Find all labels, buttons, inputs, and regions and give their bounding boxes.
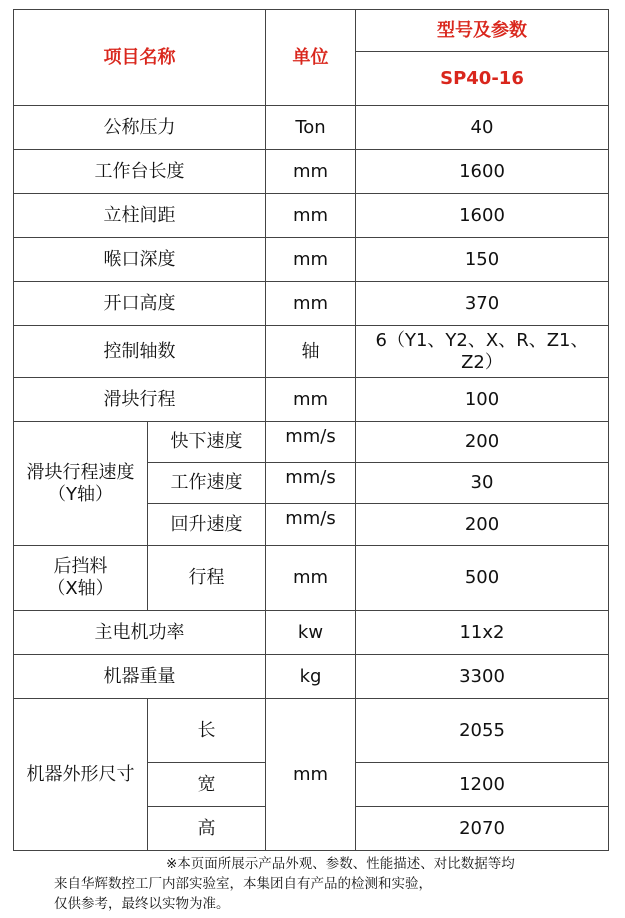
row-value: 2070 bbox=[356, 807, 609, 851]
stroke-speed-label-line2: （Y轴） bbox=[48, 483, 113, 505]
row-unit: mm/s bbox=[266, 504, 356, 546]
back-gauge-label bbox=[14, 546, 148, 611]
back-gauge-label-line1: 后挡料 bbox=[53, 556, 108, 577]
row-unit: mm bbox=[266, 282, 356, 326]
footnote-line-2: 来自华辉数控工厂内部实验室，本集团自有产品的检测和实验， bbox=[54, 876, 432, 892]
row-unit: kg bbox=[266, 655, 356, 699]
table-row bbox=[14, 546, 609, 611]
row-label: 喉口深度 bbox=[14, 238, 266, 282]
row-sublabel: 快下速度 bbox=[148, 422, 266, 463]
table-row bbox=[14, 282, 609, 326]
row-value: 11x2 bbox=[356, 611, 609, 655]
row-unit: mm bbox=[266, 238, 356, 282]
row-sublabel: 高 bbox=[148, 807, 266, 851]
dimensions-unit: mm bbox=[266, 699, 356, 851]
row-sublabel: 宽 bbox=[148, 763, 266, 807]
row-sublabel: 工作速度 bbox=[148, 463, 266, 504]
footnote-line-3: 仅供参考，最终以实物为准。 bbox=[54, 896, 230, 912]
table-row bbox=[14, 194, 609, 238]
stroke-speed-label bbox=[14, 422, 148, 546]
table-row bbox=[14, 611, 609, 655]
row-unit: 轴 bbox=[266, 326, 356, 378]
row-value: 150 bbox=[356, 238, 609, 282]
row-value: 40 bbox=[356, 106, 609, 150]
table-row bbox=[14, 238, 609, 282]
stroke-speed-label-line1: 滑块行程速度 bbox=[26, 461, 135, 483]
row-value: 200 bbox=[356, 422, 609, 463]
table-row bbox=[14, 106, 609, 150]
row-value: 1600 bbox=[356, 150, 609, 194]
row-value: 100 bbox=[356, 378, 609, 422]
row-unit: mm/s bbox=[266, 422, 356, 463]
row-label: 主电机功率 bbox=[14, 611, 266, 655]
footnote-line-1: ※本页面所展示产品外观、参数、性能描述、对比数据等均 bbox=[166, 856, 515, 872]
row-label: 控制轴数 bbox=[14, 326, 266, 378]
row-label: 滑块行程 bbox=[14, 378, 266, 422]
row-value: 200 bbox=[356, 504, 609, 546]
row-unit: mm bbox=[266, 378, 356, 422]
row-label: 工作台长度 bbox=[14, 150, 266, 194]
header-model-params: 型号及参数 bbox=[356, 10, 609, 52]
table-row bbox=[14, 150, 609, 194]
row-value: 3300 bbox=[356, 655, 609, 699]
row-unit: Ton bbox=[266, 106, 356, 150]
footnote bbox=[54, 854, 614, 914]
row-value: 6（Y1、Y2、X、R、Z1、Z2） bbox=[356, 326, 609, 378]
row-unit: kw bbox=[266, 611, 356, 655]
row-sublabel: 回升速度 bbox=[148, 504, 266, 546]
row-unit: mm bbox=[266, 546, 356, 611]
row-value: 2055 bbox=[356, 699, 609, 763]
back-gauge-label-line2: （X轴） bbox=[47, 578, 114, 599]
header-unit: 单位 bbox=[266, 10, 356, 106]
table-row bbox=[14, 655, 609, 699]
table-row bbox=[14, 326, 609, 378]
row-value: 1600 bbox=[356, 194, 609, 238]
table-row bbox=[14, 422, 609, 463]
row-label: 公称压力 bbox=[14, 106, 266, 150]
row-value: 1200 bbox=[356, 763, 609, 807]
row-label: 开口高度 bbox=[14, 282, 266, 326]
row-value: 500 bbox=[356, 546, 609, 611]
row-sublabel: 行程 bbox=[148, 546, 266, 611]
row-label: 立柱间距 bbox=[14, 194, 266, 238]
table-row bbox=[14, 378, 609, 422]
row-unit: mm bbox=[266, 150, 356, 194]
row-value: 30 bbox=[356, 463, 609, 504]
row-unit: mm bbox=[266, 194, 356, 238]
row-value: 370 bbox=[356, 282, 609, 326]
row-sublabel: 长 bbox=[148, 699, 266, 763]
row-unit: mm/s bbox=[266, 463, 356, 504]
table-row bbox=[14, 699, 609, 763]
dimensions-label: 机器外形尺寸 bbox=[14, 699, 148, 851]
spec-table bbox=[13, 9, 609, 851]
row-label: 机器重量 bbox=[14, 655, 266, 699]
header-model: SP40-16 bbox=[356, 52, 609, 106]
header-item-name: 项目名称 bbox=[14, 10, 266, 106]
